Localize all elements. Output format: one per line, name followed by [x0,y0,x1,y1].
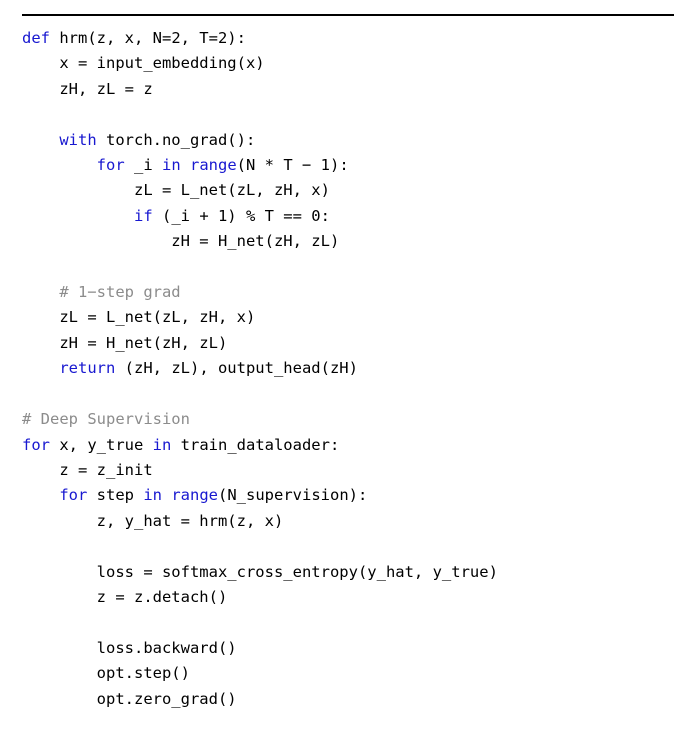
code-token-plain: zL = L_net(zL, zH, x) [22,308,256,327]
code-line [22,407,686,432]
code-line [22,610,686,635]
code-line [22,458,686,483]
code-token-kw: range [171,486,219,505]
code-token-kw: range [190,156,237,175]
code-token-plain [162,486,171,504]
code-line [22,102,686,127]
code-line [22,483,686,508]
code-token-plain [22,207,134,225]
code-token-plain [181,156,190,174]
code-token-plain: _i [124,156,162,175]
code-token-plain: (N * T − 1): [236,156,349,175]
code-token-plain: x = input_embedding(x) [22,54,265,73]
code-line [22,560,686,585]
code-line [22,280,686,305]
code-token-plain: zH = H_net(zH, zL) [22,232,340,251]
code-token-plain: opt.step() [22,664,190,683]
code-line [22,255,686,280]
code-token-plain: zH = H_net(zH, zL) [22,333,228,352]
top-horizontal-rule [22,14,674,16]
code-token-cmt: # Deep Supervision [22,410,190,429]
code-line [22,433,686,458]
code-line [22,661,686,686]
code-token-plain: loss = softmax_cross_entropy(y_hat, y_true) [22,562,498,581]
code-block [22,26,686,712]
code-line [22,356,686,381]
code-line [22,305,686,330]
code-token-plain [22,359,59,377]
code-line [22,153,686,178]
code-token-kw: return [59,359,116,378]
code-token-kw: for [59,486,88,505]
code-line [22,128,686,153]
code-token-plain: hrm(z, x, N=2, T=2): [50,29,246,47]
code-token-plain: x, y_true [50,435,153,454]
code-token-kw: in [152,435,172,454]
code-token-kw: in [143,486,162,505]
code-token-plain [22,486,59,504]
code-token-plain: z, y_hat = hrm(z, x) [22,511,284,530]
code-line [22,331,686,356]
code-token-plain: opt.zero_grad() [22,689,237,708]
code-line [22,77,686,102]
code-token-plain [22,131,59,149]
code-line [22,51,686,76]
code-token-plain: loss.backward() [22,638,237,657]
code-token-kw: if [133,206,153,225]
code-line [22,229,686,254]
code-line [22,382,686,407]
code-token-cmt: # 1−step grad [59,283,181,302]
code-token-kw: for [96,156,125,175]
code-token-plain: (N_supervision): [218,486,368,505]
code-line [22,26,686,51]
code-token-plain: zL = L_net(zL, zH, x) [22,181,330,200]
code-token-kw: in [161,156,181,175]
code-token-plain [22,283,59,301]
code-token-plain: train_dataloader: [171,435,340,454]
code-token-plain: z = z.detach() [22,587,228,606]
code-token-plain: (_i + 1) % T == 0: [152,206,330,225]
code-line [22,585,686,610]
code-line [22,509,686,534]
code-token-plain: z = z_init [22,460,153,479]
code-token-kw: def [22,29,50,47]
code-line [22,687,686,712]
code-line [22,178,686,203]
code-token-plain: torch.no_grad(): [96,130,256,149]
code-token-kw: with [59,130,97,149]
code-token-plain: zH, zL = z [22,79,153,98]
code-line [22,636,686,661]
code-line [22,534,686,559]
code-token-plain: (zH, zL), output_head(zH) [115,359,358,378]
code-token-plain [22,156,97,174]
code-token-kw: for [22,435,50,454]
code-token-plain: step [87,486,144,505]
code-line [22,204,686,229]
